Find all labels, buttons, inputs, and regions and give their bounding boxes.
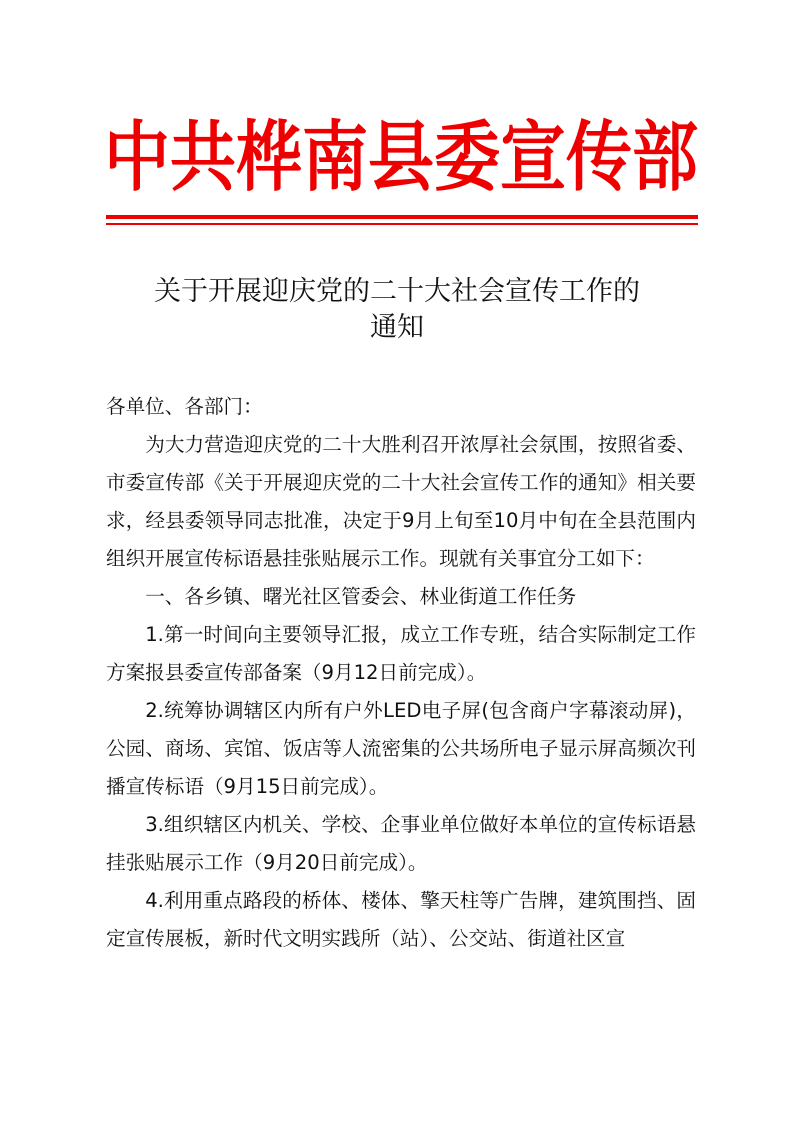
list-item: 1.第一时间向主要领导汇报，成立工作专班，结合实际制定工作方案报县委宣传部备案（9月12日前完成）。 — [106, 623, 696, 684]
org-char: 部 — [632, 113, 698, 202]
document-body — [106, 388, 696, 958]
list-item: 3.组织辖区内机关、学校、企事业单位做好本单位的宣传标语悬挂张贴展示工作（9月20日前完成）。 — [106, 813, 696, 874]
document-title — [100, 274, 694, 346]
section-heading: 一、各乡镇、曙光社区管委会、林业街道工作任务 — [145, 585, 577, 608]
header-rule-thick — [106, 215, 698, 219]
org-char: 县 — [368, 113, 434, 202]
header-rule-thin — [106, 223, 698, 225]
list-item: 4.利用重点路段的桥体、楼体、擎天柱等广告牌，建筑围挡、固定宣传展板，新时代文明实践所（站）、公交站、街道社区宣 — [106, 889, 696, 950]
org-char: 委 — [434, 113, 500, 202]
org-char: 宣 — [500, 113, 566, 202]
list-item: 2.统筹协调辖区内所有户外LED电子屏(包含商户字幕滚动屏)，公园、商场、宾馆、饭店等人流密集的公共场所电子显示屏高频次刊播宣传标语（9月15日前完成）。 — [106, 699, 696, 798]
org-char: 中 — [104, 113, 170, 202]
organization-header — [104, 113, 698, 202]
title-line-1: 关于开展迎庆党的二十大社会宣传工作的 — [154, 276, 640, 307]
org-char: 南 — [302, 113, 368, 202]
org-char: 传 — [566, 113, 632, 202]
salutation: 各单位、各部门： — [106, 395, 263, 418]
paragraph-intro: 为大力营造迎庆党的二十大胜利召开浓厚社会氛围，按照省委、市委宣传部《关于开展迎庆党的二十大社会宣传工作的通知》相关要求，经县委领导同志批准，决定于9月上旬至10月中旬在全县范围内组织开展宣传标语悬挂张贴展示工作。现就有关事宜分工如下： — [106, 433, 696, 570]
org-char: 桦 — [236, 113, 302, 202]
org-char: 共 — [170, 113, 236, 202]
title-line-2: 通知 — [370, 312, 424, 343]
